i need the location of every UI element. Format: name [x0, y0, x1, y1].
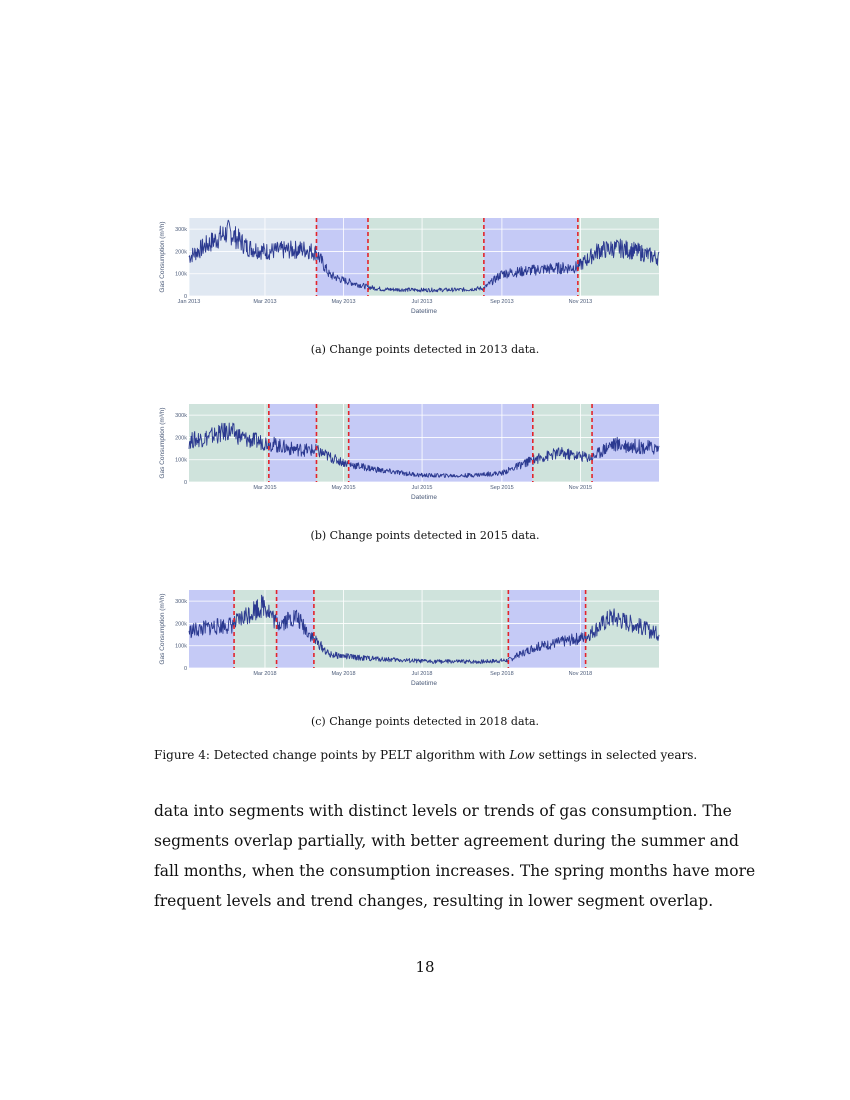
x-axis-title: Datetime: [410, 494, 438, 501]
x-axis-title: Datetime: [410, 308, 438, 315]
y-tick-label: 200k: [175, 435, 187, 442]
x-tick-label: Sep 2018: [490, 671, 514, 677]
x-tick-label: Jul 2018: [411, 671, 433, 677]
x-tick-label: Mar 2013: [253, 299, 277, 305]
x-tick-label: May 2013: [331, 299, 356, 305]
x-tick-label: May 2015: [331, 485, 356, 491]
body-line-3: fall months, when the consumption increases. The spring months have more: [154, 862, 756, 880]
y-axis-title: Gas Consumption (m³/h): [159, 407, 166, 479]
chart-panel-c: [155, 582, 665, 694]
panel-caption-a: (a) Change points detected in 2013 data.: [310, 343, 540, 356]
panel-caption-b: (b) Change points detected in 2015 data.: [310, 529, 540, 542]
body-line-1: data into segments with distinct levels or trends of gas consumption. The: [154, 802, 732, 820]
segment-band: [368, 218, 484, 296]
x-tick-label: Mar 2018: [253, 671, 277, 677]
chart-svg-b: [155, 396, 665, 508]
y-axis-title: Gas Consumption (m³/h): [159, 593, 166, 665]
segment-band: [508, 590, 585, 668]
figure-caption-suffix: settings in selected years.: [534, 748, 698, 762]
chart-svg-c: [155, 582, 665, 694]
figure-caption: [154, 748, 714, 762]
x-tick-label: Nov 2013: [568, 299, 593, 305]
segment-band: [484, 218, 578, 296]
x-tick-label: Jan 2013: [177, 299, 201, 305]
y-tick-label: 0: [183, 666, 187, 672]
segment-band: [314, 590, 508, 668]
y-tick-label: 200k: [175, 249, 187, 256]
x-axis-title: Datetime: [410, 680, 438, 687]
x-tick-label: Nov 2015: [568, 485, 593, 491]
chart-panel-b: [155, 396, 665, 508]
x-tick-label: Nov 2018: [568, 671, 593, 677]
x-tick-label: May 2018: [331, 671, 356, 677]
x-tick-label: Jul 2013: [411, 299, 433, 305]
figure-caption-prefix: Figure 4: Detected change points by PELT algorithm with: [154, 748, 510, 762]
y-tick-label: 0: [183, 294, 187, 300]
segment-band: [277, 590, 314, 668]
panel-caption-c: (c) Change points detected in 2018 data.: [310, 715, 540, 728]
body-line-2: segments overlap partially, with better agreement during the summer and: [154, 832, 739, 850]
y-tick-label: 100k: [175, 643, 187, 650]
y-tick-label: 300k: [175, 227, 187, 234]
segment-band: [189, 218, 316, 296]
y-tick-label: 100k: [175, 457, 187, 464]
x-tick-label: Sep 2015: [490, 485, 514, 491]
y-tick-label: 300k: [175, 413, 187, 420]
x-tick-label: Sep 2013: [490, 299, 514, 305]
x-tick-label: Mar 2015: [253, 485, 277, 491]
chart-svg-a: [155, 210, 665, 322]
body-paragraph: [154, 796, 756, 916]
page-number: 18: [415, 958, 435, 976]
y-tick-label: 300k: [175, 599, 187, 606]
y-axis-title: Gas Consumption (m³/h): [159, 221, 166, 293]
y-tick-label: 100k: [175, 271, 187, 278]
y-tick-label: 200k: [175, 621, 187, 628]
segment-band: [533, 404, 592, 482]
chart-panel-a: [155, 210, 665, 322]
segment-band: [234, 590, 276, 668]
figure-caption-emphasis: Low: [509, 748, 535, 762]
x-tick-label: Jul 2015: [411, 485, 433, 491]
y-tick-label: 0: [183, 480, 187, 486]
body-line-4: frequent levels and trend changes, resulting in lower segment overlap.: [154, 892, 714, 910]
